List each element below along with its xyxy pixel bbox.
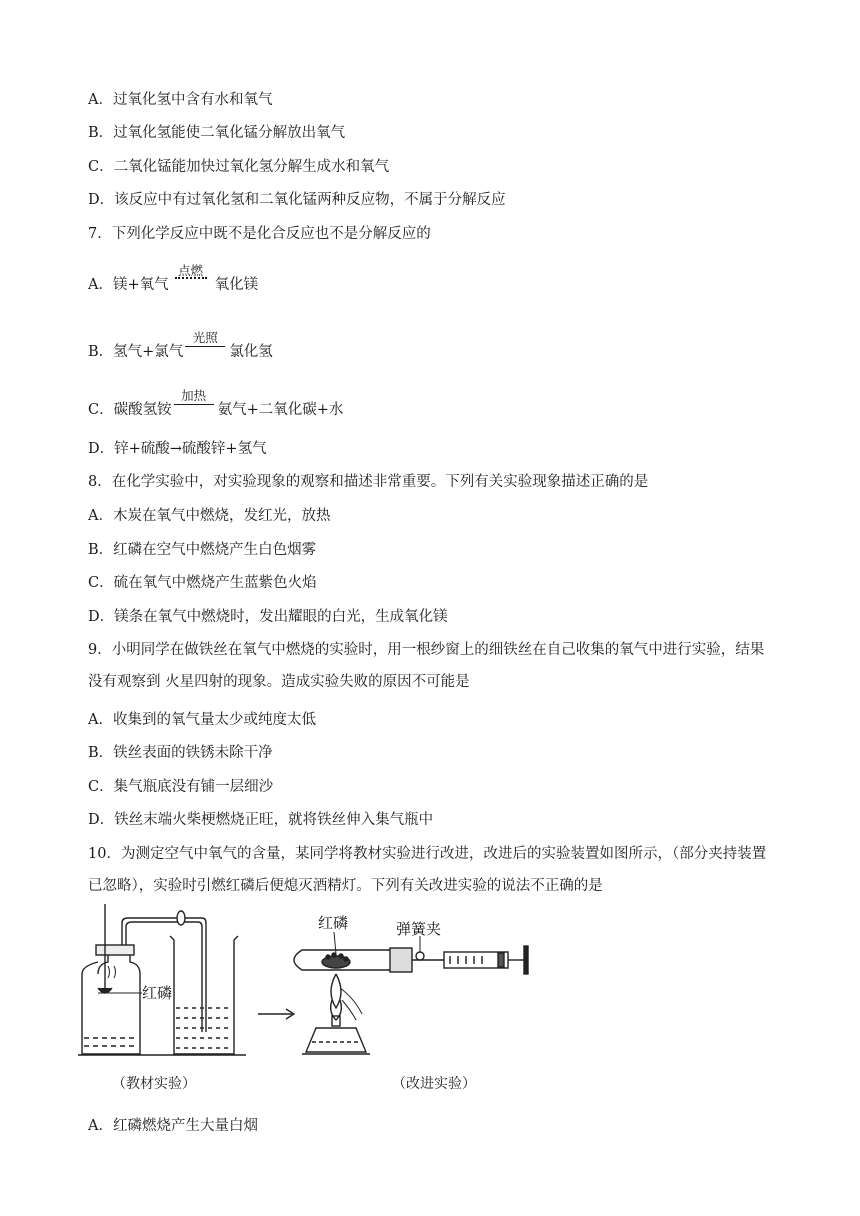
q9-option-c: C．集气瓶底没有铺一层细沙: [88, 779, 274, 795]
q7-stem: 7．下列化学反应中既不是化合反应也不是分解反应的: [88, 226, 431, 242]
q7-b-reactants: B．氢气+氯气: [88, 344, 184, 360]
red-phosphorus-lump: [322, 953, 350, 968]
q7-c-reactants: C．碳酸氢铵: [88, 402, 172, 418]
condition-label: 光照: [192, 330, 218, 345]
condition-line: [185, 346, 225, 347]
q7-a-products: 氧化镁: [214, 277, 259, 293]
label-phosphorus-left: 红磷: [142, 984, 173, 1002]
q8-option-b: B．红磷在空气中燃烧产生白色烟雾: [88, 542, 317, 558]
q9-option-b: B．铁丝表面的铁锈未除干净: [88, 745, 273, 761]
label-phosphorus-right: 红磷: [318, 914, 349, 932]
reaction-condition: [185, 330, 225, 362]
combustion-spoon: [98, 988, 112, 993]
tube-clamp: [177, 911, 185, 925]
q7-option-d: D．锌+硫酸→硫酸锌+氢气: [88, 441, 267, 457]
q7-option-c: [88, 388, 344, 420]
reaction-condition: [174, 388, 214, 420]
q8-option-d: D．镁条在氧气中燃烧时，发出耀眼的白光，生成氧化镁: [88, 609, 448, 625]
condition-line: [174, 404, 214, 405]
q7-option-b: [88, 330, 273, 362]
condition-label: 点燃: [178, 263, 204, 278]
condition-arrow: [175, 277, 207, 279]
q7-a-reactants: A．镁+氧气: [88, 277, 169, 293]
experiment-figure: [78, 904, 538, 1064]
alcohol-lamp: [302, 974, 370, 1054]
q6-option-a: A．过氧化氢中含有水和氧气: [88, 92, 273, 108]
beaker: [170, 936, 238, 1054]
caption-textbook-experiment: （教材实验）: [112, 1076, 196, 1092]
q8-stem: 8．在化学实验中，对实验现象的观察和描述非常重要。下列有关实验现象描述正确的是: [88, 474, 649, 490]
connecting-tube: [122, 918, 206, 1032]
caption-improved-experiment: （改进实验）: [392, 1076, 476, 1092]
q9-option-d: D．铁丝末端火柴梗燃烧正旺，就将铁丝伸入集气瓶中: [88, 812, 434, 828]
label-spring-clamp: 弹簧夹: [396, 920, 442, 938]
q6-option-d: D．该反应中有过氧化氢和二氧化锰两种反应物，不属于分解反应: [88, 192, 506, 208]
q10-stem: 10．为测定空气中氧气的含量，某同学将教材实验进行改进，改进后的实验装置如图所示，（部分夹持装置已忽略），实验时引燃红磷后便熄灭酒精灯。下列有关改进实验的说法不正确的是: [88, 846, 767, 894]
q10-option-a: A．红磷燃烧产生大量白烟: [88, 1118, 258, 1134]
spring-clamp: [416, 952, 424, 960]
condition-label: 加热: [181, 388, 207, 403]
syringe: [444, 946, 528, 974]
q7-option-a: [88, 263, 259, 295]
q9-option-a: A．收集到的氧气量太少或纯度太低: [88, 712, 316, 728]
q6-option-c: C．二氧化锰能加快过氧化氢分解生成水和氧气: [88, 159, 390, 175]
q6-option-b: B．过氧化氢能使二氧化锰分解放出氧气: [88, 125, 346, 141]
q7-c-products: 氨气+二氧化碳+水: [217, 402, 344, 418]
reaction-condition: [171, 263, 211, 295]
q7-b-products: 氯化氢: [229, 344, 273, 360]
q8-option-c: C．硫在氧气中燃烧产生蓝紫色火焰: [88, 575, 317, 591]
gas-bottle: [82, 945, 140, 1054]
q8-option-a: A．木炭在氧气中燃烧，发红光，放热: [88, 508, 331, 524]
rubber-stopper: [390, 948, 412, 972]
q9-stem: 9．小明同学在做铁丝在氧气中燃烧的实验时，用一根纱窗上的细铁丝在自己收集的氧气中进行实验，结果没有观察到 火星四射的现象。造成实验失败的原因不可能是: [88, 642, 765, 690]
